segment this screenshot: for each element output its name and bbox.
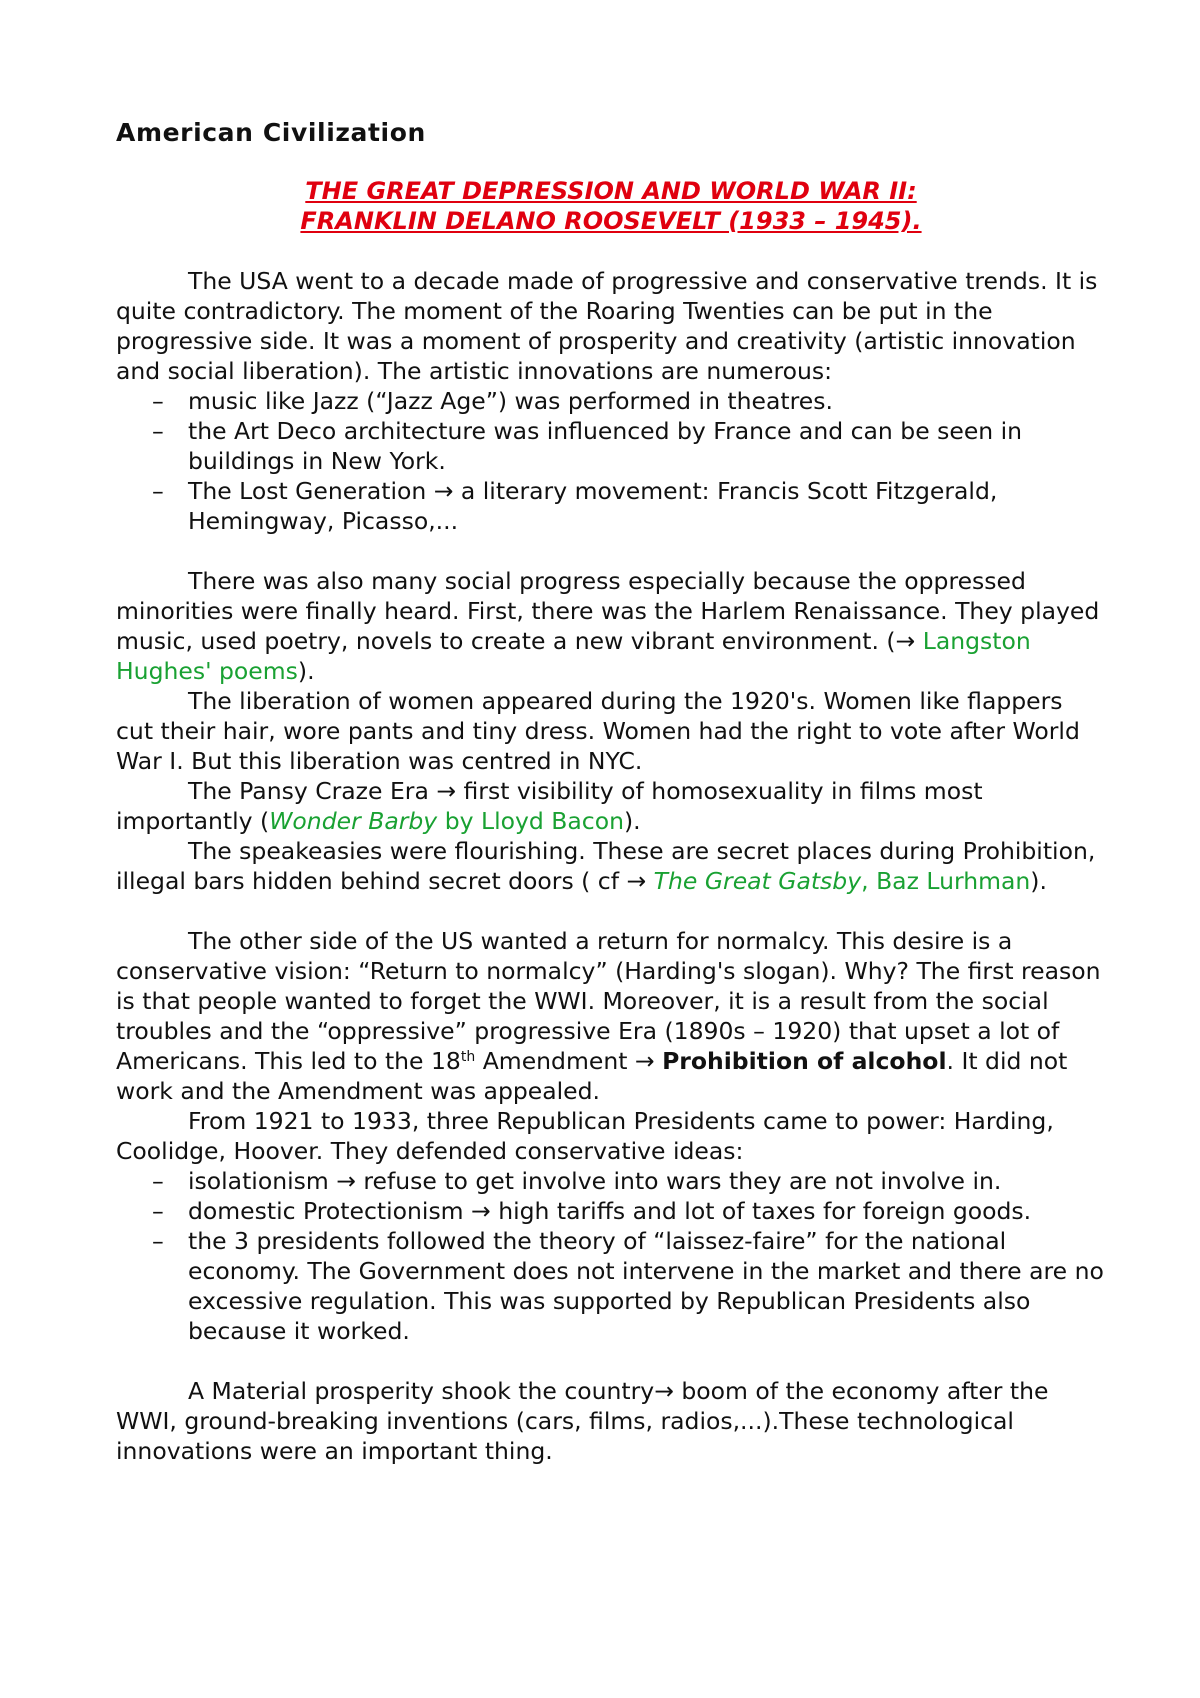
text-span: The Pansy Craze Era → first visibility of homosexuality in films most importantly ( bbox=[116, 777, 983, 835]
text-span: There was also many social progress especially because the oppressed minorities were finally heard. First, there was the Harlem Renaissance. They played music, used poetry, novels to create a new vibrant environment. (→ bbox=[116, 567, 1100, 655]
artistic-innovations-list bbox=[116, 386, 1106, 536]
text-span: The speakeasies were flourishing. These are secret places during Prohibition, illegal bars hidden behind secret doors ( cf → bbox=[116, 837, 1096, 895]
paragraph-spacer bbox=[116, 1346, 1106, 1376]
conservative-ideas-list bbox=[116, 1166, 1106, 1346]
superscript: th bbox=[460, 1049, 476, 1065]
list-item: – domestic Protectionism → high tariffs and lot of taxes for foreign goods. bbox=[116, 1196, 1106, 1226]
paragraph-material-prosperity: A Material prosperity shook the country→ boom of the economy after the WWI, ground-breaking inventions (cars, films, radios,...).These technological innovations were an important thing. bbox=[116, 1377, 1049, 1465]
highlighted-reference: Langston Hughes' poems bbox=[116, 627, 1031, 685]
paragraph-spacer bbox=[116, 896, 1106, 926]
text-span: ). bbox=[1030, 867, 1047, 895]
list-item: – isolationism → refuse to get involve into wars they are not involve in. bbox=[116, 1166, 1106, 1196]
text-span: . It did not work and the Amendment was appealed. bbox=[116, 1047, 1068, 1105]
paragraph-social-progress bbox=[116, 566, 1106, 686]
heading-line-2: FRANKLIN DELANO ROOSEVELT (1933 – 1945). bbox=[300, 207, 922, 235]
list-item: – music like Jazz (“Jazz Age”) was performed in theatres. bbox=[116, 386, 1106, 416]
film-title: Wonder Barby bbox=[269, 807, 438, 835]
film-director: , Baz Lurhman bbox=[861, 867, 1031, 895]
paragraph-speakeasies bbox=[116, 836, 1106, 896]
paragraph-normalcy bbox=[116, 926, 1106, 1106]
text-span: The other side of the US wanted a return for normalcy. This desire is a conservative vision: “Return to normalcy” (Harding's slogan). Why? The first reason is that people wanted to forget the WWI. Moreover, it is a result from the social troubles and the “oppressive” progressive Era (1890s – 1920) that upset a lot of Americans. This led to the 18 bbox=[116, 927, 1101, 1075]
heading-line-1: THE GREAT DEPRESSION AND WORLD WAR II: bbox=[305, 177, 917, 205]
list-item: – the Art Deco architecture was influenced by France and can be seen in buildings in New York. bbox=[116, 416, 1106, 476]
paragraph-roaring-twenties: The USA went to a decade made of progressive and conservative trends. It is quite contradictory. The moment of the Roaring Twenties can be put in the progressive side. It was a moment of prosperity and creativity (artistic innovation and social liberation). The artistic innovations are numerous: bbox=[116, 267, 1098, 385]
bold-term: Prohibition of alcohol bbox=[662, 1047, 947, 1075]
text-span: ). bbox=[297, 657, 315, 685]
list-item: – the 3 presidents followed the theory of “laissez-faire” for the national economy. The Government does not intervene in the market and there are no excessive regulation. This was supported by Republican Presidents also because it worked. bbox=[116, 1226, 1106, 1346]
text-span: Amendment → bbox=[475, 1047, 663, 1075]
paragraph-women-liberation: The liberation of women appeared during the 1920's. Women like flappers cut their hair, wore pants and tiny dress. Women had the right to vote after World War I. But this liberation was centred in NYC. bbox=[116, 687, 1080, 775]
film-director: by Lloyd Bacon bbox=[437, 807, 624, 835]
section-heading bbox=[116, 176, 1106, 236]
paragraph-spacer bbox=[116, 536, 1106, 566]
document-title: American Civilization bbox=[116, 118, 426, 147]
paragraph-pansy-craze bbox=[116, 776, 1106, 836]
film-title: The Great Gatsby bbox=[653, 867, 862, 895]
document-body bbox=[116, 112, 1106, 1466]
text-span: ). bbox=[624, 807, 641, 835]
paragraph-republican-presidents: From 1921 to 1933, three Republican Presidents came to power: Harding, Coolidge, Hoover. They defended conservative ideas: bbox=[116, 1107, 1054, 1165]
list-item: – The Lost Generation → a literary movement: Francis Scott Fitzgerald, Hemingway, Picasso,... bbox=[116, 476, 1106, 536]
